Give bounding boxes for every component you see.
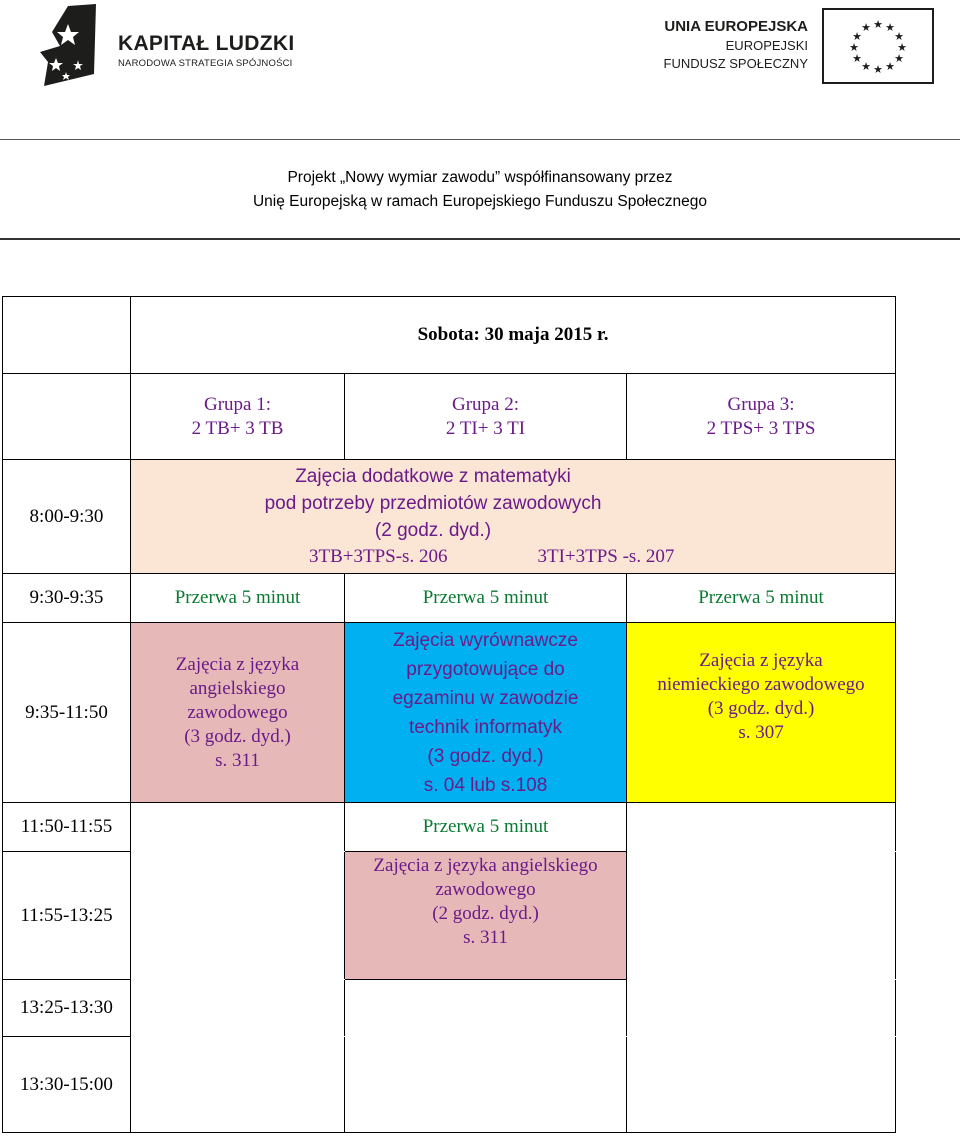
slot-row-2 bbox=[3, 574, 896, 623]
svg-text:★: ★ bbox=[894, 52, 904, 65]
slot-1-time: 8:00-9:30 bbox=[3, 460, 131, 574]
math-room-b: 3TI+3TPS -s. 207 bbox=[537, 546, 675, 567]
math-line-1: Zajęcia dodatkowe z matematyki bbox=[295, 466, 571, 487]
kapital-ludzki-title: KAPITAŁ LUDZKI bbox=[118, 32, 295, 55]
svg-text:★: ★ bbox=[852, 52, 862, 65]
it-class-cell bbox=[345, 623, 627, 803]
slot-7-group-1-empty bbox=[131, 1037, 345, 1133]
german-line-1: Zajęcia z języka bbox=[699, 650, 823, 671]
project-description bbox=[0, 166, 960, 214]
slot-6-group-3-empty bbox=[627, 980, 896, 1037]
slot-2-group-3-break: Przerwa 5 minut bbox=[627, 574, 896, 623]
slot-7-group-2-empty bbox=[345, 1037, 627, 1133]
slot-5-group-1-empty bbox=[131, 852, 345, 980]
svg-text:★: ★ bbox=[894, 30, 904, 43]
math-line-2: pod potrzeby przedmiotów zawodowych bbox=[264, 493, 602, 514]
english-2-class-cell bbox=[345, 852, 627, 980]
english-line-2: angielskiego bbox=[189, 677, 286, 699]
group-3-name: Grupa 3: bbox=[727, 393, 795, 415]
english-line-3: zawodowego bbox=[187, 701, 288, 723]
kapital-ludzki-logo bbox=[38, 2, 338, 92]
slot-7-group-3-empty bbox=[627, 1037, 896, 1133]
slot-5-group-3-empty bbox=[627, 852, 896, 980]
english-2-line-1: Zajęcia z języka angielskiego bbox=[373, 855, 598, 876]
slot-row-5 bbox=[3, 852, 896, 980]
schedule-table bbox=[2, 296, 896, 1133]
eu-flag-icon bbox=[822, 8, 934, 84]
english-2-line-2: zawodowego bbox=[435, 879, 536, 900]
svg-text:★: ★ bbox=[885, 21, 895, 34]
slot-7-time: 13:30-15:00 bbox=[3, 1037, 131, 1133]
slot-6-group-2-empty bbox=[345, 980, 627, 1037]
slot-4-time: 11:50-11:55 bbox=[3, 803, 131, 852]
group-1-header bbox=[131, 374, 345, 460]
english-class-cell bbox=[131, 623, 345, 803]
project-divider bbox=[0, 238, 960, 240]
slot-4-group-2-break: Przerwa 5 minut bbox=[345, 803, 627, 852]
eu-logo bbox=[650, 4, 940, 86]
svg-text:★: ★ bbox=[852, 30, 862, 43]
slot-5-time: 11:55-13:25 bbox=[3, 852, 131, 980]
math-rooms bbox=[141, 544, 895, 570]
svg-text:★: ★ bbox=[873, 18, 883, 31]
slot-row-6 bbox=[3, 980, 896, 1037]
slot-2-group-2-break: Przerwa 5 minut bbox=[345, 574, 627, 623]
group-2-name: Grupa 2: bbox=[451, 393, 519, 415]
project-line-2: Unię Europejską w ramach Europejskiego Funduszu Społecznego bbox=[252, 193, 708, 210]
group-1-name: Grupa 1: bbox=[203, 393, 271, 415]
eu-line2: EUROPEJSKI bbox=[725, 38, 808, 53]
slot-6-group-1-empty bbox=[131, 980, 345, 1037]
svg-text:★: ★ bbox=[849, 41, 859, 54]
svg-text:★: ★ bbox=[861, 21, 871, 34]
german-class-cell bbox=[627, 623, 896, 803]
german-line-4: s. 307 bbox=[738, 722, 784, 743]
groups-spacer bbox=[3, 374, 131, 460]
header-divider bbox=[0, 139, 960, 140]
english-2-line-4: s. 311 bbox=[463, 927, 508, 948]
german-line-2: niemieckiego zawodowego bbox=[657, 674, 865, 695]
english-line-5: s. 311 bbox=[215, 749, 260, 771]
slot-row-4 bbox=[3, 803, 896, 852]
math-line-3: (2 godz. dyd.) bbox=[374, 520, 492, 541]
kapital-ludzki-emblem-icon bbox=[38, 2, 110, 90]
slot-row-1 bbox=[3, 460, 896, 574]
math-room-a: 3TB+3TPS-s. 206 bbox=[309, 546, 448, 567]
slot-4-group-3-empty bbox=[627, 803, 896, 852]
group-3-header bbox=[627, 374, 896, 460]
svg-text:★: ★ bbox=[861, 60, 871, 73]
group-3-classes: 2 TPS+ 3 TPS bbox=[706, 417, 816, 439]
it-line-2: przygotowujące do bbox=[406, 658, 565, 680]
it-line-1: Zajęcia wyrównawcze bbox=[393, 629, 578, 651]
slot-4-group-1-empty bbox=[131, 803, 345, 852]
kapital-ludzki-subtitle: NARODOWA STRATEGIA SPÓJNOŚCI bbox=[118, 58, 293, 69]
it-line-3: egzaminu w zawodzie bbox=[392, 687, 579, 709]
project-line-1: Projekt „Nowy wymiar zawodu” współfinansowany przez bbox=[287, 169, 673, 186]
svg-text:★: ★ bbox=[873, 63, 883, 76]
slot-row-3 bbox=[3, 623, 896, 803]
page-header bbox=[0, 0, 960, 140]
slot-2-group-1-break: Przerwa 5 minut bbox=[131, 574, 345, 623]
slot-6-time: 13:25-13:30 bbox=[3, 980, 131, 1037]
english-2-line-3: (2 godz. dyd.) bbox=[432, 903, 539, 924]
it-line-4: technik informatyk bbox=[408, 716, 563, 738]
groups-row bbox=[3, 374, 896, 460]
slot-2-time: 9:30-9:35 bbox=[3, 574, 131, 623]
english-line-4: (3 godz. dyd.) bbox=[184, 725, 291, 747]
svg-text:★: ★ bbox=[897, 41, 907, 54]
math-class-cell bbox=[131, 460, 896, 574]
it-line-5: (3 godz. dyd.) bbox=[427, 745, 544, 767]
eu-line3: FUNDUSZ SPOŁECZNY bbox=[663, 56, 808, 71]
german-line-3: (3 godz. dyd.) bbox=[707, 698, 815, 719]
svg-text:★: ★ bbox=[885, 60, 895, 73]
day-row bbox=[3, 297, 896, 374]
day-spacer bbox=[3, 297, 131, 374]
eu-line1: UNIA EUROPEJSKA bbox=[664, 18, 808, 35]
day-title: Sobota: 30 maja 2015 r. bbox=[131, 297, 896, 374]
group-1-classes: 2 TB+ 3 TB bbox=[191, 417, 284, 439]
it-line-6: s. 04 lub s.108 bbox=[423, 774, 548, 796]
group-2-classes: 2 TI+ 3 TI bbox=[445, 417, 526, 439]
english-line-1: Zajęcia z języka bbox=[175, 653, 300, 675]
slot-3-time: 9:35-11:50 bbox=[3, 623, 131, 803]
slot-row-7 bbox=[3, 1037, 896, 1133]
group-2-header bbox=[345, 374, 627, 460]
